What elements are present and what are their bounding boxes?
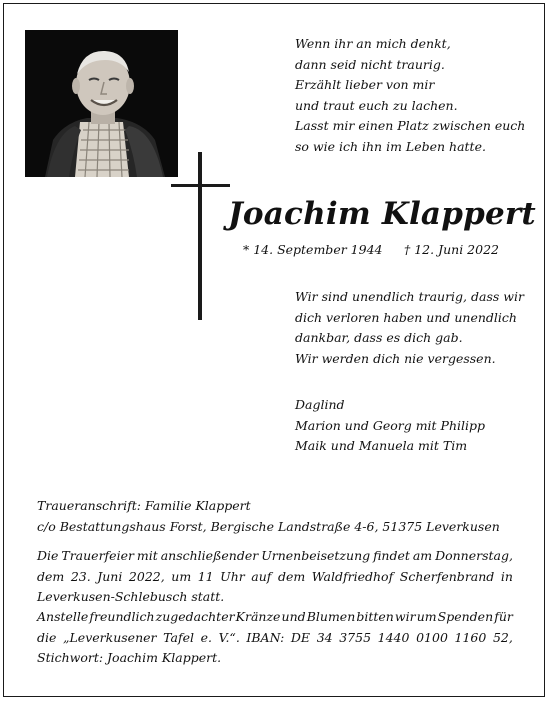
word: dem — [277, 568, 306, 584]
ceremony-paragraph — [37, 546, 513, 608]
donation-paragraph — [37, 607, 513, 669]
grief-line: Wir werden dich nie vergessen. — [295, 350, 496, 366]
word: dem — [37, 568, 65, 584]
ceremony-line-3 — [37, 587, 513, 608]
word: die — [37, 629, 57, 645]
grief-line: dich verloren haben und unendlich — [295, 309, 517, 325]
word: am — [412, 548, 433, 563]
word: 2022, — [128, 568, 165, 584]
word: Scherfenbrand — [399, 568, 495, 584]
poem-line: und traut euch zu lachen. — [295, 97, 458, 113]
word: 23. — [70, 568, 91, 584]
word: 3755 — [339, 629, 372, 645]
word: um — [171, 568, 192, 584]
word: V.“. — [218, 629, 240, 645]
birth-date: * 14. September 1944 — [243, 242, 383, 257]
word: 34 — [316, 629, 333, 645]
word: auf — [251, 568, 272, 584]
grief-line: dankbar, dass es dich gab. — [295, 330, 463, 345]
word: freundlich — [89, 609, 155, 624]
word: 0100 — [416, 629, 448, 645]
word: 1160 — [454, 629, 487, 645]
word: Leverkusen-Schlebusch statt. — [37, 589, 225, 604]
mourner: Marion und Georg mit Philipp — [295, 417, 486, 433]
word: Juni — [97, 568, 123, 584]
word: „Leverkusener — [63, 629, 157, 645]
word: Die — [37, 548, 59, 563]
word: Blumen — [306, 609, 356, 624]
word: bitten — [356, 609, 394, 624]
word: 1440 — [377, 629, 410, 645]
cross-icon-bar — [171, 184, 230, 187]
word: Uhr — [220, 568, 245, 584]
word: um — [416, 609, 437, 624]
ceremony-line-2 — [37, 567, 513, 588]
word: Spenden — [437, 609, 494, 624]
word: Stichwort: Joachim Klappert. — [37, 650, 222, 665]
poem — [295, 34, 535, 157]
word: für — [494, 609, 513, 624]
grief-text — [295, 287, 524, 369]
poem-line: dann seid nicht traurig. — [295, 56, 445, 72]
word: Anstelle — [37, 609, 89, 624]
donation-line-3 — [37, 648, 513, 669]
poem-line: Lasst mir einen Platz zwischen euch — [295, 118, 526, 133]
word: Waldfriedhof — [311, 568, 394, 584]
word: Urnenbeisetzung — [261, 548, 371, 563]
death-date: † 12. Juni 2022 — [404, 242, 499, 257]
word: Kränze — [235, 609, 281, 624]
mourner: Daglind — [295, 397, 345, 412]
word: e. — [200, 629, 212, 645]
grief-line: Wir sind unendlich traurig, dass wir — [295, 289, 524, 304]
donation-line-1 — [37, 607, 513, 628]
word: anschließender — [160, 548, 259, 563]
cross-icon — [198, 152, 202, 320]
mourner: Maik und Manuela mit Tim — [295, 438, 468, 453]
poem-line: so wie ich ihn im Leben hatte. — [295, 138, 486, 154]
portrait-photo — [25, 30, 178, 177]
poem-line: Wenn ihr an mich denkt, — [295, 36, 451, 51]
word: Donnerstag, — [435, 548, 513, 563]
word: wir — [394, 609, 416, 624]
donation-line-2 — [37, 628, 513, 649]
address-line: c/o Bestattungshaus Forst, Bergische Landstraße 4-6, 51375 Leverkusen — [37, 518, 500, 534]
deceased-name: Joachim Klappert — [228, 196, 536, 232]
ceremony-line-1 — [37, 546, 513, 567]
word: Trauerfeier — [61, 548, 134, 563]
word: und — [281, 609, 306, 624]
word: findet — [373, 548, 410, 563]
word: DE — [290, 629, 311, 645]
mourners-list — [295, 395, 485, 457]
address-line: Traueranschrift: Familie Klappert — [37, 498, 251, 513]
poem-line: Erzählt lieber von mir — [295, 77, 435, 92]
word: IBAN: — [246, 629, 285, 645]
word: in — [500, 568, 513, 584]
word: 52, — [492, 629, 513, 645]
word: Tafel — [163, 629, 194, 645]
condolence-address — [37, 496, 500, 537]
word: zugedachter — [155, 609, 235, 624]
word: mit — [136, 548, 158, 563]
word: 11 — [197, 568, 214, 584]
